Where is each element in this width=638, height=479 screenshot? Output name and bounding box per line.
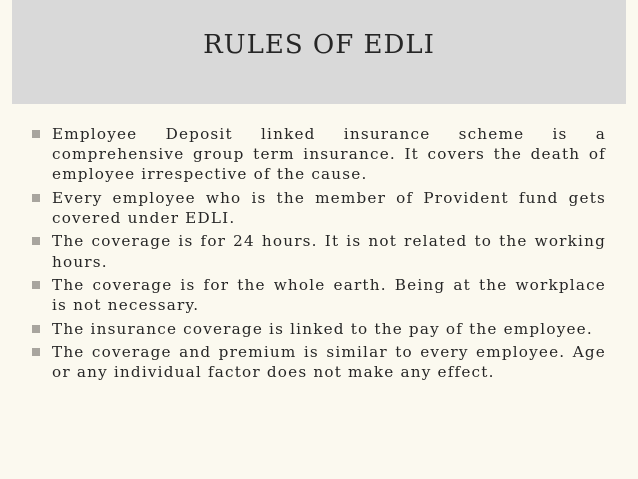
bullet-item — [32, 342, 606, 382]
bullet-item — [32, 124, 606, 185]
bullet-item — [32, 319, 606, 339]
square-bullet-icon — [32, 281, 40, 289]
square-bullet-icon — [32, 237, 40, 245]
slide-title: RULES OF EDLI — [203, 30, 435, 60]
bullet-text: Employee Deposit linked insurance scheme is a comprehensive group term insurance. It covers the death of employee irrespective of the cause. — [52, 125, 606, 184]
bullet-text: The insurance coverage is linked to the pay of the employee. — [52, 319, 593, 338]
square-bullet-icon — [32, 325, 40, 333]
bullet-text: The coverage is for 24 hours. It is not related to the working hours. — [52, 232, 606, 271]
bullet-item — [32, 188, 606, 228]
square-bullet-icon — [32, 194, 40, 202]
bullet-item — [32, 231, 606, 271]
bullet-text: Every employee who is the member of Provident fund gets covered under EDLI. — [52, 188, 606, 227]
square-bullet-icon — [32, 130, 40, 138]
bullet-text: The coverage and premium is similar to every employee. Age or any individual factor does not make any effect. — [52, 342, 606, 382]
bullet-item — [32, 275, 606, 315]
title-band — [12, 0, 626, 104]
bullet-list — [32, 124, 606, 386]
bullet-text: The coverage is for the whole earth. Being at the workplace is not necessary. — [52, 275, 606, 315]
square-bullet-icon — [32, 348, 40, 356]
